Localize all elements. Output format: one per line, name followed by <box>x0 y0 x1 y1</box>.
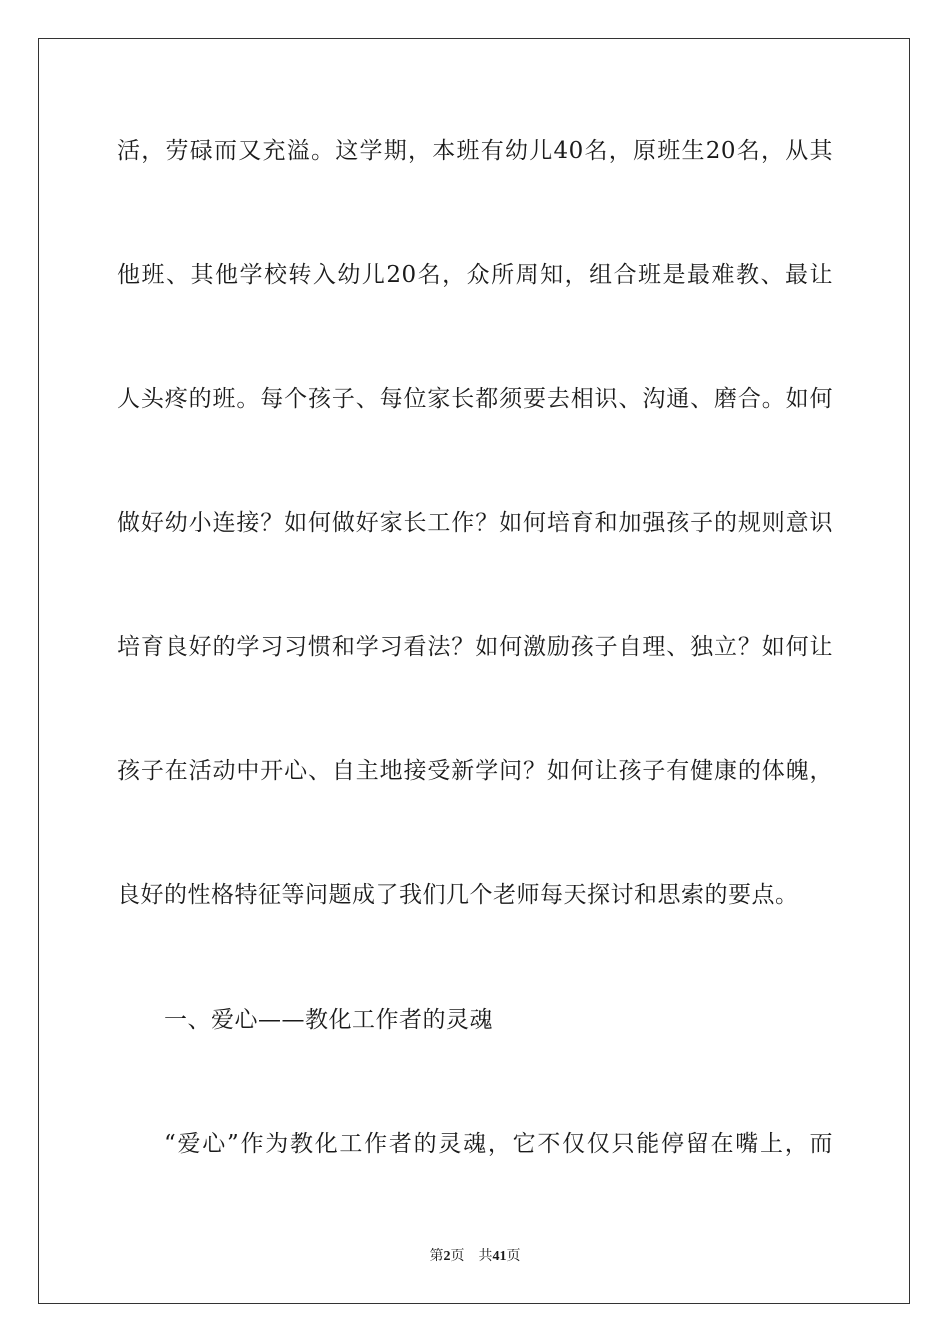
body-text-line: 他班、其他学校转入幼儿20名，众所周知，组合班是最难教、最让 <box>117 262 833 288</box>
body-text-line: 孩子在活动中开心、自主地接受新学问？如何让孩子有健康的体魄， <box>117 758 833 784</box>
body-text-line: 培育良好的学习习惯和学习看法？如何激励孩子自理、独立？如何让 <box>117 634 833 660</box>
page-label-suffix: 页 <box>450 1248 465 1264</box>
current-page-number: 2 <box>443 1249 451 1264</box>
page-footer <box>0 1247 950 1266</box>
page-label-prefix: 第 <box>429 1248 444 1264</box>
body-text-line: 良好的性格特征等问题成了我们几个老师每天探讨和思索的要点。 <box>117 882 799 908</box>
total-pages-number: 41 <box>492 1249 507 1264</box>
total-label-prefix: 共 <box>478 1248 493 1264</box>
body-text-line: 活，劳碌而又充溢。这学期，本班有幼儿40名，原班生20名，从其 <box>117 138 833 164</box>
section-heading: 一、爱心——教化工作者的灵魂 <box>164 1007 493 1033</box>
body-text-line: 人头疼的班。每个孩子、每位家长都须要去相识、沟通、磨合。如何 <box>117 386 833 412</box>
total-label-suffix: 页 <box>506 1248 521 1264</box>
body-text-line: “爱心”作为教化工作者的灵魂，它不仅仅只能停留在嘴上，而 <box>164 1131 833 1157</box>
page-border <box>38 38 910 1304</box>
body-text-line: 做好幼小连接？如何做好家长工作？如何培育和加强孩子的规则意识 <box>117 510 833 536</box>
